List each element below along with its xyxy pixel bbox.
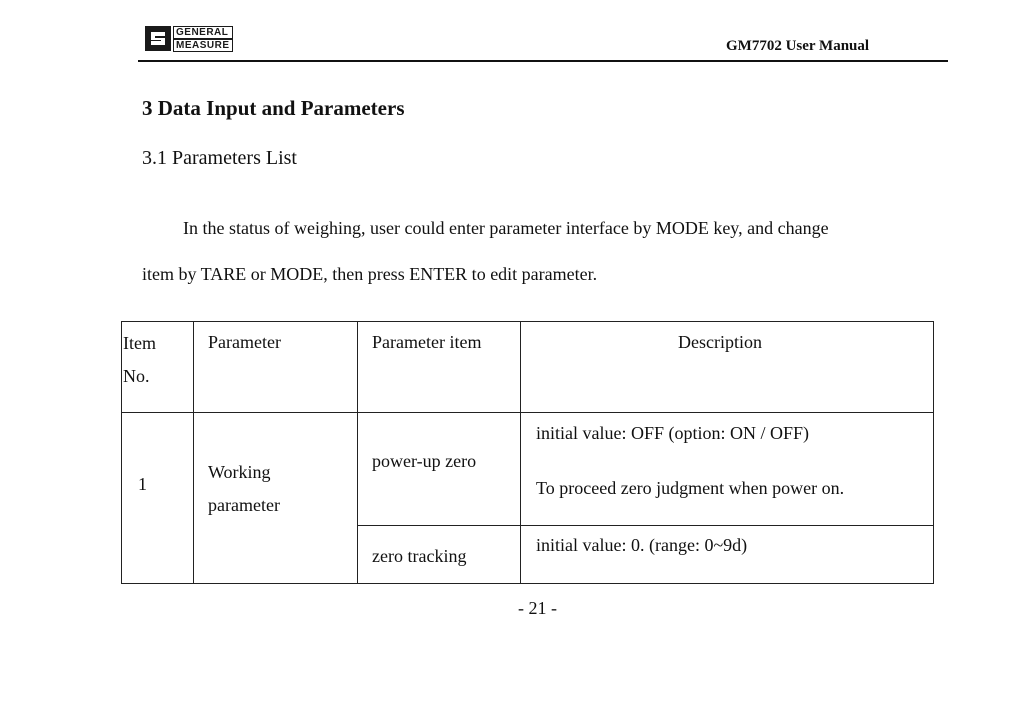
header-description: Description (678, 332, 762, 352)
header-cell-parameter (194, 322, 358, 413)
header-parameter-item: Parameter item (372, 332, 482, 352)
logo-mark-icon (145, 26, 171, 51)
header-parameter: Parameter (208, 332, 281, 352)
description-line1: initial value: OFF (option: ON / OFF) (536, 423, 810, 443)
header-item-no-line1: Item (123, 333, 156, 353)
logo-text-line1: GENERAL (173, 26, 233, 39)
parameter-cell (194, 413, 358, 584)
item-no-cell (122, 413, 194, 584)
paragraph-line-2: item by TARE or MODE, then press ENTER to edit parameter. (142, 264, 598, 284)
parameter-name-line1: Working (208, 462, 271, 482)
parameter-item-cell (358, 413, 521, 526)
item-no-value: 1 (138, 474, 147, 494)
page-number: - 21 - (518, 598, 557, 618)
header-divider (138, 60, 948, 62)
description-line2: To proceed zero judgment when power on. (536, 478, 845, 498)
header-cell-description (521, 322, 934, 413)
paragraph-line-1: In the status of weighing, user could enter parameter interface by MODE key, and change (183, 218, 829, 238)
description-cell (521, 413, 934, 526)
company-logo (145, 26, 233, 51)
subsection-heading: 3.1 Parameters List (142, 147, 297, 169)
parameter-item-zero-tracking: zero tracking (372, 546, 467, 566)
parameter-name-line2: parameter (208, 495, 280, 515)
description-zero-tracking: initial value: 0. (range: 0~9d) (536, 535, 748, 555)
logo-text-line2: MEASURE (173, 39, 233, 52)
header-cell-parameter-item (358, 322, 521, 413)
table-header-row (122, 322, 934, 413)
parameter-item-power-up-zero: power-up zero (372, 451, 477, 471)
parameters-table (121, 321, 934, 584)
header-cell-item-no (122, 322, 194, 413)
parameter-item-cell (358, 526, 521, 584)
header-item-no-line2: No. (123, 366, 150, 386)
description-cell (521, 526, 934, 584)
manual-title: GM7702 User Manual (726, 38, 870, 54)
table-row (122, 413, 934, 526)
section-heading: 3 Data Input and Parameters (142, 96, 405, 120)
